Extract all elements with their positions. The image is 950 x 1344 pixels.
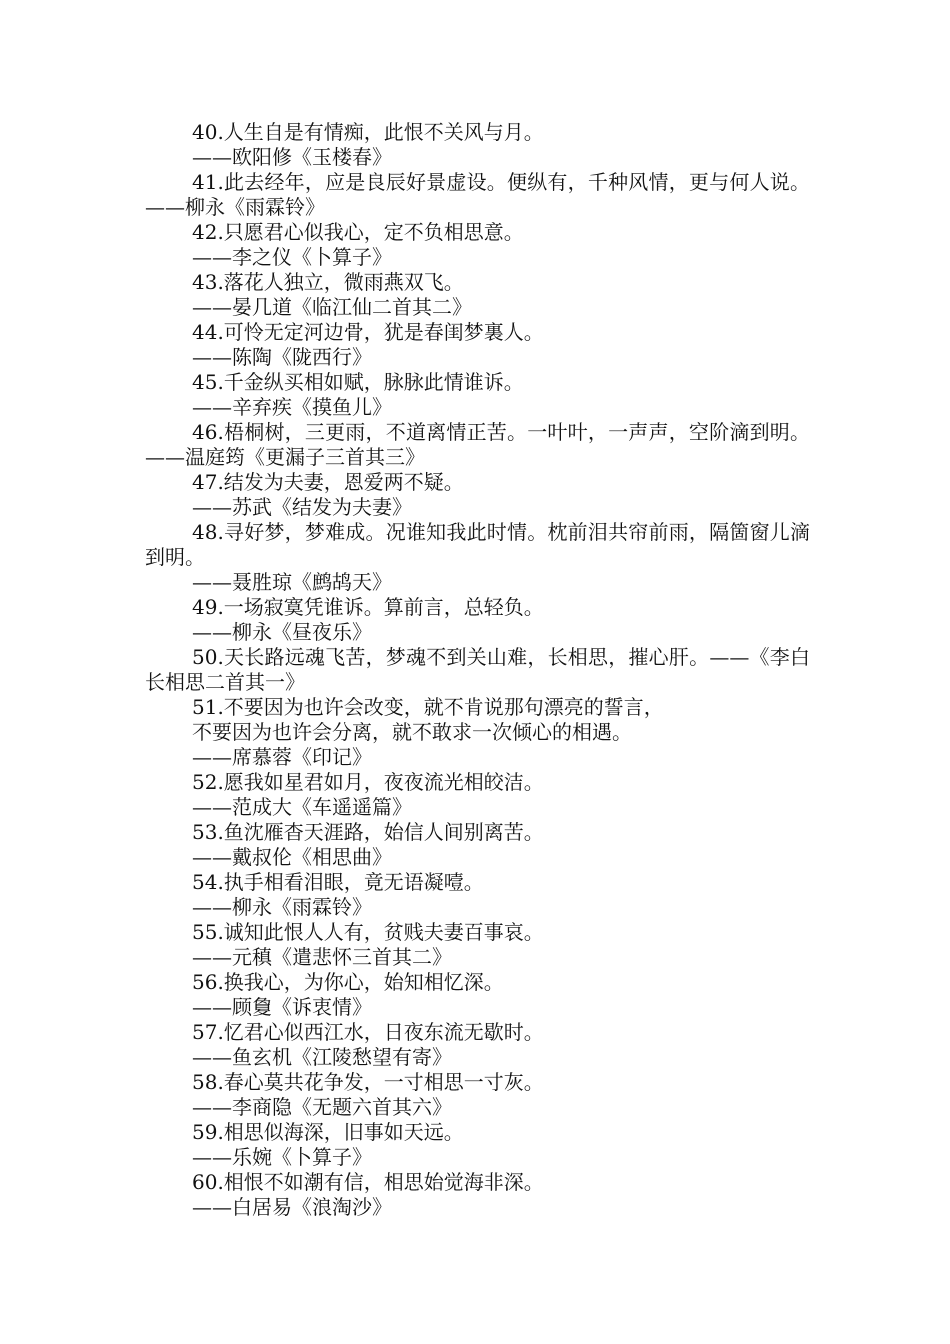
- poem-line-51b: 不要因为也许会分离，就不敢求一次倾心的相遇。: [192, 720, 632, 744]
- poem-line-47: 47.结发为夫妻，恩爱两不疑。: [192, 470, 464, 494]
- poem-line-55: 55.诚知此恨人人有，贫贱夫妻百事哀。: [192, 920, 544, 944]
- attribution-47: ——苏武《结发为夫妻》: [192, 495, 412, 519]
- poem-line-45: 45.千金纵买相如赋，脉脉此情谁诉。: [192, 370, 524, 394]
- attribution-45: ——辛弃疾《摸鱼儿》: [192, 395, 392, 419]
- poem-line-51a: 51.不要因为也许会改变，就不肯说那句漂亮的誓言，: [192, 695, 664, 719]
- poem-line-58: 58.春心莫共花争发，一寸相思一寸灰。: [192, 1070, 544, 1094]
- attribution-48: ——聂胜琼《鹧鸪天》: [192, 570, 392, 594]
- poem-line-60: 60.相恨不如潮有信，相思始觉海非深。: [192, 1170, 544, 1194]
- attribution-56: ——顾敻《诉衷情》: [192, 995, 372, 1019]
- poem-line-46: 46.梧桐树，三更雨，不道离情正苦。一叶叶，一声声，空阶滴到明。——温庭筠《更漏子三首其三》: [145, 420, 810, 469]
- attribution-60: ——白居易《浪淘沙》: [192, 1195, 392, 1219]
- attribution-57: ——鱼玄机《江陵愁望有寄》: [192, 1045, 452, 1069]
- poem-line-41: 41.此去经年，应是良辰好景虚设。便纵有，千种风情，更与何人说。——柳永《雨霖铃》: [145, 170, 810, 219]
- attribution-59: ——乐婉《卜算子》: [192, 1145, 372, 1169]
- attribution-51: ——席慕蓉《印记》: [192, 745, 372, 769]
- poem-line-48: 48.寻好梦，梦难成。况谁知我此时情。枕前泪共帘前雨，隔箇窗儿滴到明。: [145, 520, 810, 569]
- attribution-54: ——柳永《雨霖铃》: [192, 895, 372, 919]
- poem-line-43: 43.落花人独立，微雨燕双飞。: [192, 270, 464, 294]
- document-body: [145, 120, 810, 1220]
- attribution-42: ——李之仪《卜算子》: [192, 245, 392, 269]
- attribution-44: ——陈陶《陇西行》: [192, 345, 372, 369]
- poem-line-52: 52.愿我如星君如月，夜夜流光相皎洁。: [192, 770, 544, 794]
- attribution-49: ——柳永《昼夜乐》: [192, 620, 372, 644]
- attribution-40: ——欧阳修《玉楼春》: [192, 145, 392, 169]
- attribution-43: ——晏几道《临江仙二首其二》: [192, 295, 472, 319]
- poem-line-53: 53.鱼沈雁杳天涯路，始信人间别离苦。: [192, 820, 544, 844]
- attribution-53: ——戴叔伦《相思曲》: [192, 845, 392, 869]
- poem-line-49: 49.一场寂寞凭谁诉。算前言，总轻负。: [192, 595, 544, 619]
- poem-line-44: 44.可怜无定河边骨，犹是春闺梦裏人。: [192, 320, 544, 344]
- poem-line-57: 57.忆君心似西江水，日夜东流无歇时。: [192, 1020, 544, 1044]
- poem-line-50: 50.天长路远魂飞苦，梦魂不到关山难，长相思，摧心肝。——《李白长相思二首其一》: [145, 645, 810, 694]
- poem-line-59: 59.相思似海深，旧事如天远。: [192, 1120, 464, 1144]
- attribution-52: ——范成大《车遥遥篇》: [192, 795, 412, 819]
- attribution-55: ——元稹《遣悲怀三首其二》: [192, 945, 452, 969]
- poem-line-54: 54.执手相看泪眼，竟无语凝噎。: [192, 870, 484, 894]
- poem-line-40: 40.人生自是有情痴，此恨不关风与月。: [192, 120, 544, 144]
- poem-line-42: 42.只愿君心似我心，定不负相思意。: [192, 220, 524, 244]
- poem-line-56: 56.换我心，为你心，始知相忆深。: [192, 970, 504, 994]
- attribution-58: ——李商隐《无题六首其六》: [192, 1095, 452, 1119]
